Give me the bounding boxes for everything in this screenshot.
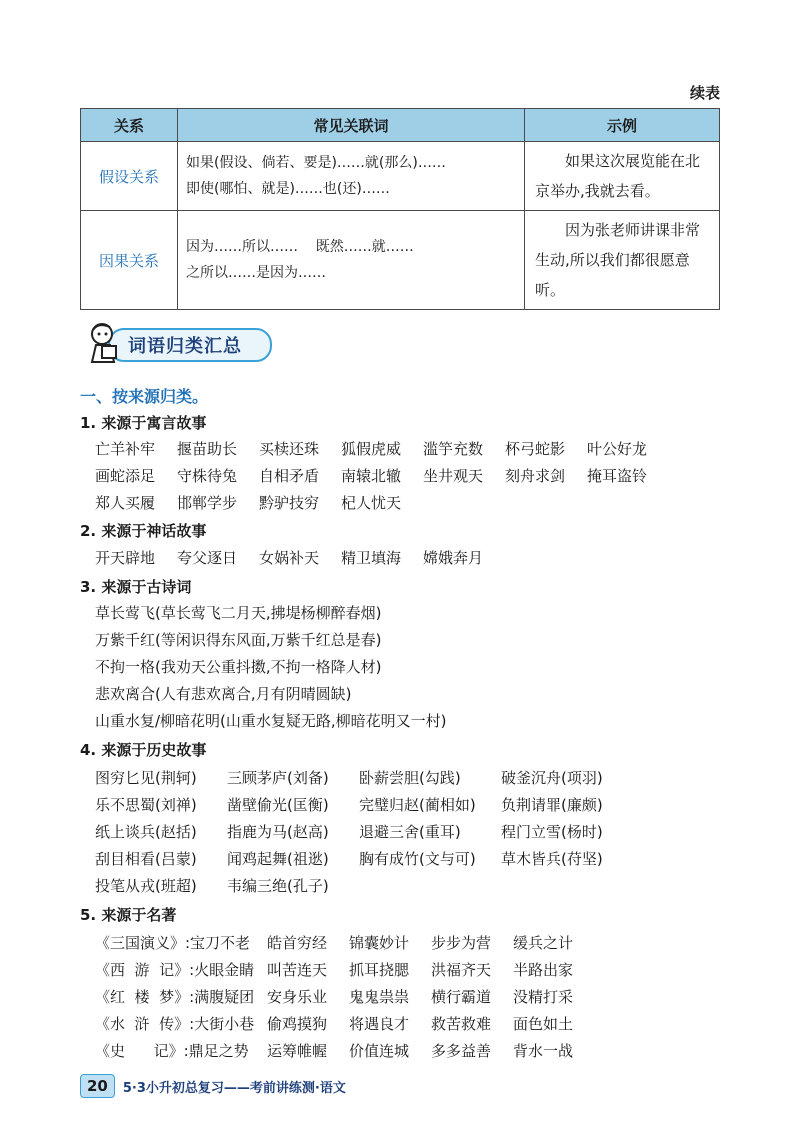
word-item: 步步为营 bbox=[431, 934, 492, 952]
word-item: 狐假虎威 bbox=[341, 440, 402, 458]
word-item: 杞人忧天 bbox=[341, 494, 402, 512]
word-item: 开天辟地 bbox=[95, 549, 156, 567]
connectives-cell bbox=[178, 142, 525, 211]
word-item: 叶公好龙 bbox=[587, 440, 648, 458]
word-item: 闻鸡起舞(祖逖) bbox=[227, 850, 329, 868]
connectives-cell bbox=[178, 211, 525, 310]
word-item: 夸父逐日 bbox=[177, 549, 238, 567]
word-item: 卧薪尝胆(勾践) bbox=[359, 769, 461, 787]
table-row bbox=[81, 142, 720, 211]
work-word-item: 《三国演义》:宝刀不老 bbox=[95, 934, 251, 952]
group-title: 4. 来源于历史故事 bbox=[80, 741, 207, 759]
word-item: 完璧归赵(蔺相如) bbox=[359, 796, 476, 814]
connective-line: 因为……所以…… 既然……就…… bbox=[186, 239, 414, 255]
word-item: 精卫填海 bbox=[341, 549, 402, 567]
word-item: 三顾茅庐(刘备) bbox=[227, 769, 329, 787]
word-item: 纸上谈兵(赵括) bbox=[95, 823, 197, 841]
word-item: 悲欢离合(人有悲欢离合,月有阴晴圆缺) bbox=[95, 685, 352, 703]
table-header-row bbox=[81, 109, 720, 142]
word-item: 草木皆兵(苻坚) bbox=[501, 850, 603, 868]
word-item: 黔驴技穷 bbox=[259, 494, 320, 512]
connective-line: 之所以……是因为…… bbox=[186, 265, 326, 281]
word-item: 皓首穷经 bbox=[267, 934, 328, 952]
word-item: 负荆请罪(廉颇) bbox=[501, 796, 603, 814]
word-item: 指鹿为马(赵高) bbox=[227, 823, 329, 841]
word-item: 嫦娥奔月 bbox=[423, 549, 484, 567]
word-item: 图穷匕见(荆轲) bbox=[95, 769, 197, 787]
word-item: 自相矛盾 bbox=[259, 467, 320, 485]
word-item: 鬼鬼祟祟 bbox=[349, 988, 410, 1006]
word-item: 抓耳挠腮 bbox=[349, 961, 410, 979]
group-title: 2. 来源于神话故事 bbox=[80, 522, 207, 540]
page-number: 20 bbox=[80, 1074, 115, 1098]
header-relation: 关系 bbox=[81, 109, 178, 142]
connective-line: 即使(哪怕、就是)……也(还)…… bbox=[186, 181, 390, 197]
group-title: 1. 来源于寓言故事 bbox=[80, 414, 207, 432]
work-word-item: 《史 记》:鼎足之势 bbox=[95, 1042, 249, 1060]
word-item: 山重水复/柳暗花明(山重水复疑无路,柳暗花明又一村) bbox=[95, 712, 447, 730]
relation-name: 因果关系 bbox=[81, 211, 178, 310]
relation-name: 假设关系 bbox=[81, 142, 178, 211]
word-item: 乐不思蜀(刘禅) bbox=[95, 796, 197, 814]
connective-line: 如果(假设、倘若、要是)……就(那么)…… bbox=[186, 155, 446, 171]
word-item: 退避三舍(重耳) bbox=[359, 823, 461, 841]
word-item: 运筹帷幄 bbox=[267, 1042, 328, 1060]
word-item: 守株待兔 bbox=[177, 467, 238, 485]
page-footer bbox=[80, 1072, 346, 1100]
word-item: 胸有成竹(文与可) bbox=[359, 850, 476, 868]
word-item: 背水一战 bbox=[513, 1042, 574, 1060]
word-item: 邯郸学步 bbox=[177, 494, 238, 512]
word-item: 多多益善 bbox=[431, 1042, 492, 1060]
work-word-item: 《水 浒 传》:大街小巷 bbox=[95, 1015, 255, 1033]
word-item: 叫苦连天 bbox=[267, 961, 328, 979]
continued-label: 续表 bbox=[689, 84, 720, 102]
word-item: 将遇良才 bbox=[349, 1015, 410, 1033]
word-item: 安身乐业 bbox=[267, 988, 328, 1006]
word-item: 不拘一格(我劝天公重抖擞,不拘一格降人材) bbox=[95, 658, 382, 676]
example-cell: 如果这次展览能在北京举办,我就去看。 bbox=[525, 142, 720, 211]
word-item: 价值连城 bbox=[349, 1042, 410, 1060]
word-item: 洪福齐天 bbox=[431, 961, 492, 979]
word-item: 韦编三绝(孔子) bbox=[227, 877, 329, 895]
word-item: 南辕北辙 bbox=[341, 467, 402, 485]
word-item: 亡羊补牢 bbox=[95, 440, 156, 458]
book-series-title: 5·3小升初总复习——考前讲练测·语文 bbox=[122, 1080, 346, 1096]
word-item: 救苦救难 bbox=[431, 1015, 492, 1033]
word-item: 缓兵之计 bbox=[513, 934, 574, 952]
word-item: 万紫千红(等闲识得东风面,万紫千红总是春) bbox=[95, 631, 382, 649]
word-item: 凿壁偷光(匡衡) bbox=[227, 796, 329, 814]
section-banner bbox=[80, 318, 280, 368]
group-title: 3. 来源于古诗词 bbox=[80, 578, 192, 596]
section-title: 词语归类汇总 bbox=[128, 336, 242, 357]
mascot-reading-icon bbox=[80, 318, 130, 368]
word-item: 草长莺飞(草长莺飞二月天,拂堤杨柳醉春烟) bbox=[95, 604, 382, 622]
word-item: 刮目相看(吕蒙) bbox=[95, 850, 197, 868]
word-item: 画蛇添足 bbox=[95, 467, 156, 485]
word-item: 坐井观天 bbox=[423, 467, 484, 485]
word-item: 揠苗助长 bbox=[177, 440, 238, 458]
word-item: 程门立雪(杨时) bbox=[501, 823, 603, 841]
word-item: 杯弓蛇影 bbox=[505, 440, 566, 458]
example-cell: 因为张老师讲课非常生动,所以我们都很愿意听。 bbox=[525, 211, 720, 310]
word-item: 半路出家 bbox=[513, 961, 574, 979]
word-item: 女娲补天 bbox=[259, 549, 320, 567]
word-item: 锦囊妙计 bbox=[349, 934, 410, 952]
header-example: 示例 bbox=[525, 109, 720, 142]
group-title: 5. 来源于名著 bbox=[80, 906, 177, 924]
work-word-item: 《红 楼 梦》:满腹疑团 bbox=[95, 988, 255, 1006]
word-item: 掩耳盗铃 bbox=[587, 467, 648, 485]
word-item: 没精打采 bbox=[513, 988, 574, 1006]
word-item: 偷鸡摸狗 bbox=[267, 1015, 328, 1033]
word-item: 破釜沉舟(项羽) bbox=[501, 769, 603, 787]
relation-table bbox=[80, 108, 720, 310]
word-item: 投笔从戎(班超) bbox=[95, 877, 197, 895]
word-item: 滥竽充数 bbox=[423, 440, 484, 458]
table-row bbox=[81, 211, 720, 310]
section-heading: 一、按来源归类。 bbox=[80, 387, 209, 406]
header-words: 常见关联词 bbox=[178, 109, 525, 142]
work-word-item: 《西 游 记》:火眼金睛 bbox=[95, 961, 255, 979]
word-item: 刻舟求剑 bbox=[505, 467, 566, 485]
word-item: 横行霸道 bbox=[431, 988, 492, 1006]
word-item: 郑人买履 bbox=[95, 494, 156, 512]
word-item: 买椟还珠 bbox=[259, 440, 320, 458]
word-item: 面色如土 bbox=[513, 1015, 574, 1033]
